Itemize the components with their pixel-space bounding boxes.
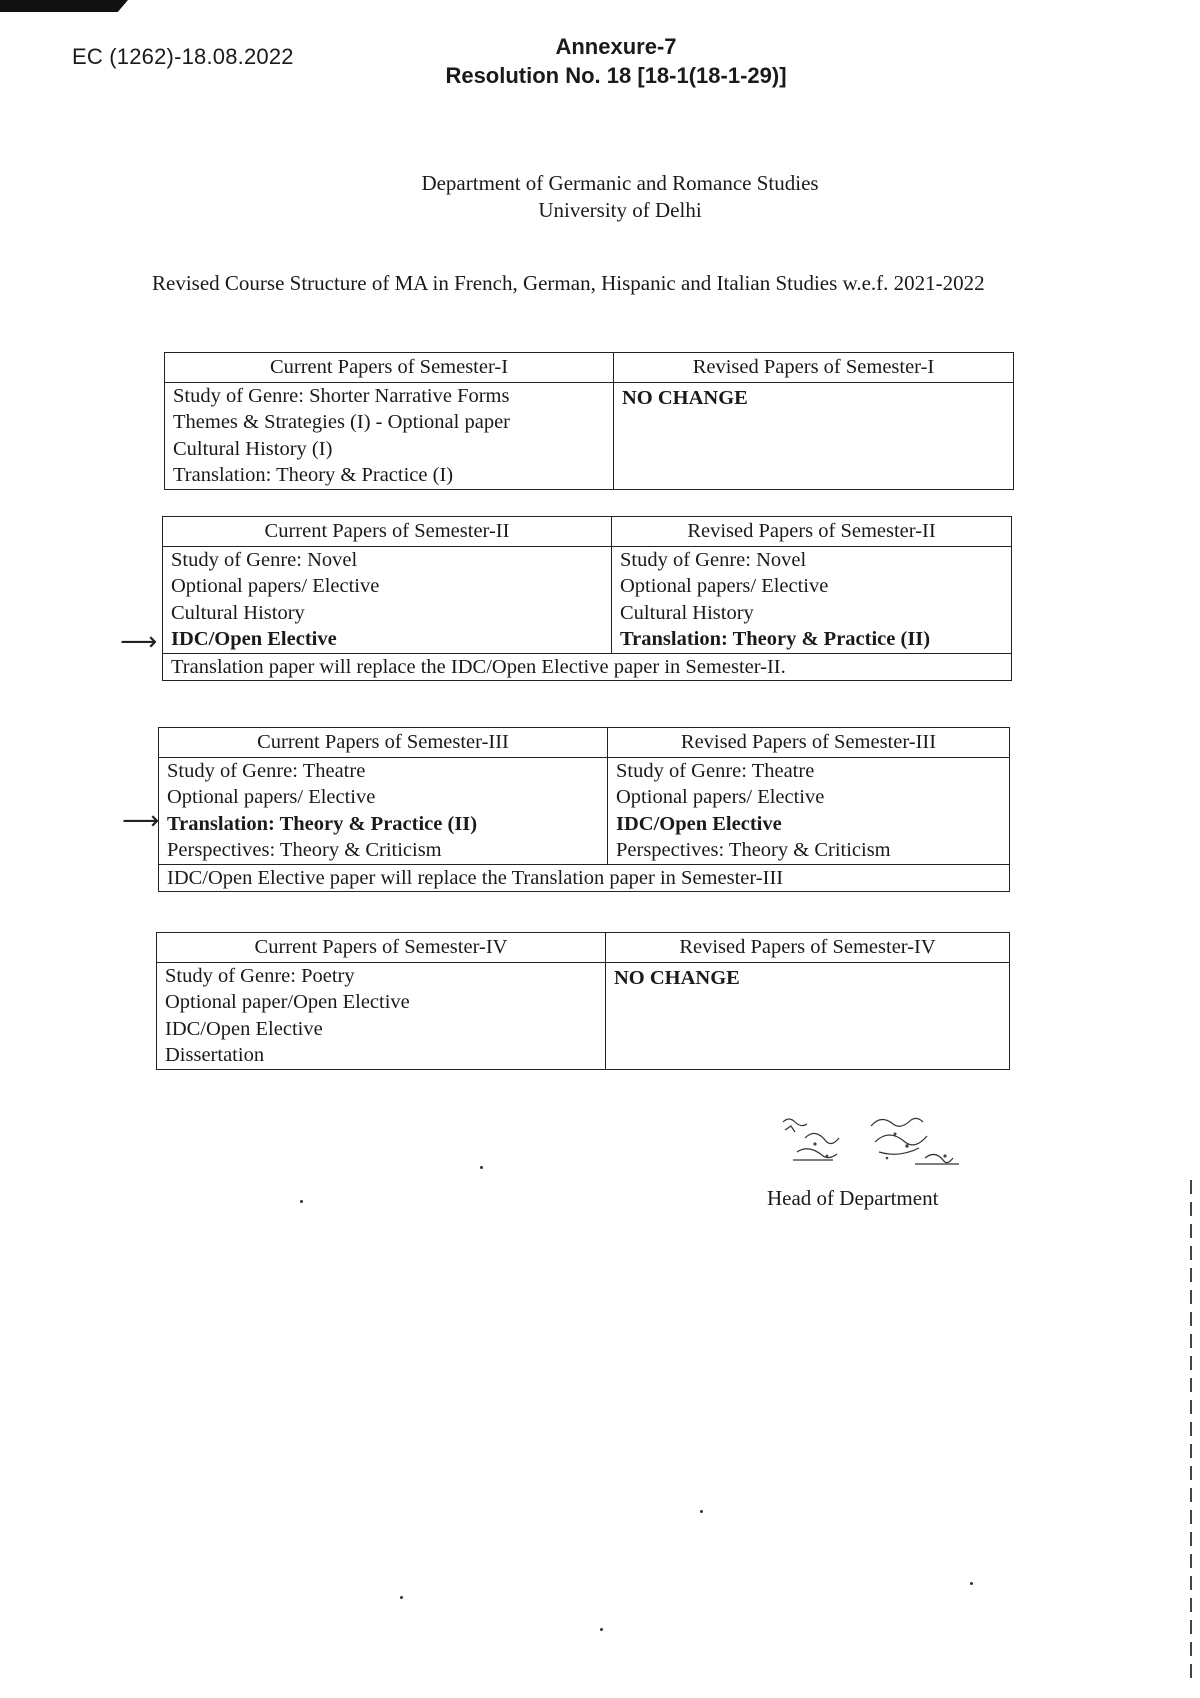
course-structure-title: Revised Course Structure of MA in French, German, Hispanic and Italian Studies w.e.f. 2021-2022 [152, 271, 985, 295]
paper-item-replaced: Translation: Theory & Practice (II) [167, 812, 478, 835]
semester-2-table [162, 516, 1012, 681]
revised-papers-cell [606, 962, 1010, 1069]
semester-1-table [164, 352, 1014, 490]
paper-item: Study of Genre: Theatre [616, 759, 815, 782]
paper-item: Translation: Theory & Practice (I) [173, 464, 454, 486]
current-papers-cell [165, 382, 614, 489]
current-papers-header: Current Papers of Semester-I [165, 353, 614, 383]
paper-item-new: Translation: Theory & Practice (II) [620, 628, 931, 650]
paper-item: Cultural History [171, 601, 305, 624]
table-note-row [159, 864, 1010, 892]
university-name: University of Delhi [538, 198, 702, 222]
paper-item: Perspectives: Theory & Criticism [167, 839, 442, 861]
annexure-heading [0, 32, 1200, 90]
semester-4-table [156, 932, 1010, 1070]
paper-item: IDC/Open Elective [165, 1017, 323, 1040]
current-papers-cell [159, 757, 608, 864]
hand-drawn-arrow-icon: ⟶ [122, 806, 160, 836]
table-header-row [157, 933, 1010, 963]
paper-item-new: IDC/Open Elective [616, 812, 782, 835]
table-row [159, 757, 1010, 864]
table-row [165, 382, 1014, 489]
scan-edge-mark [0, 0, 128, 12]
paper-item: Study of Genre: Theatre [167, 759, 366, 782]
replacement-note: Translation paper will replace the IDC/Open Elective paper in Semester-II. [163, 653, 1012, 681]
revised-papers-header: Revised Papers of Semester-I [614, 353, 1014, 383]
paper-item: Study of Genre: Poetry [165, 964, 355, 987]
paper-item: Optional papers/ Elective [616, 786, 825, 808]
revised-papers-header: Revised Papers of Semester-IV [606, 933, 1010, 963]
revised-papers-cell [612, 546, 1012, 653]
paper-item: Study of Genre: Novel [171, 548, 358, 571]
table-row [163, 546, 1012, 653]
current-papers-cell [163, 546, 612, 653]
revised-papers-header: Revised Papers of Semester-III [608, 728, 1010, 758]
department-heading [0, 170, 1200, 224]
paper-item: Cultural History (I) [173, 437, 333, 460]
scan-speck [400, 1596, 403, 1599]
revised-papers-cell [608, 757, 1010, 864]
current-papers-header: Current Papers of Semester-IV [157, 933, 606, 963]
paper-item: Study of Genre: Novel [620, 548, 807, 571]
scan-speck [600, 1628, 603, 1631]
table-header-row [159, 728, 1010, 758]
no-change-label: NO CHANGE [622, 386, 748, 409]
current-papers-header: Current Papers of Semester-II [163, 517, 612, 547]
paper-item-replaced: IDC/Open Elective [171, 628, 337, 650]
revised-papers-cell [614, 382, 1014, 489]
paper-item: Optional papers/ Elective [167, 786, 376, 808]
scan-speck [480, 1166, 483, 1169]
paper-item: Dissertation [165, 1044, 265, 1066]
paper-item: Optional papers/ Elective [171, 575, 380, 597]
department-name: Department of Germanic and Romance Studies [421, 171, 819, 195]
paper-item: Perspectives: Theory & Criticism [616, 839, 891, 861]
semester-3-table [158, 727, 1010, 892]
paper-item: Optional papers/ Elective [620, 575, 829, 597]
current-papers-header: Current Papers of Semester-III [159, 728, 608, 758]
head-of-department-label: Head of Department [767, 1186, 939, 1210]
table-row [157, 962, 1010, 1069]
scan-speck [970, 1582, 973, 1585]
resolution-number: Resolution No. 18 [18-1(18-1-29)] [445, 63, 787, 88]
paper-item: Cultural History [620, 601, 754, 624]
paper-item: Optional paper/Open Elective [165, 991, 410, 1013]
table-note-row [163, 653, 1012, 681]
current-papers-cell [157, 962, 606, 1069]
hand-drawn-arrow-icon: ⟶ [120, 627, 158, 657]
replacement-note: IDC/Open Elective paper will replace the Translation paper in Semester-III [159, 864, 1010, 892]
paper-item: Themes & Strategies (I) - Optional paper [173, 411, 510, 433]
signature-stamp-icon [775, 1112, 975, 1172]
scan-speck [700, 1510, 703, 1513]
table-header-row [163, 517, 1012, 547]
no-change-label: NO CHANGE [614, 966, 740, 989]
ec-reference: EC (1262)-18.08.2022 [72, 44, 294, 69]
table-header-row [165, 353, 1014, 383]
scan-edge-mark [1190, 1180, 1192, 1680]
revised-papers-header: Revised Papers of Semester-II [612, 517, 1012, 547]
annexure-number: Annexure-7 [555, 34, 677, 59]
paper-item: Study of Genre: Shorter Narrative Forms [173, 384, 510, 407]
scan-speck [300, 1200, 303, 1203]
